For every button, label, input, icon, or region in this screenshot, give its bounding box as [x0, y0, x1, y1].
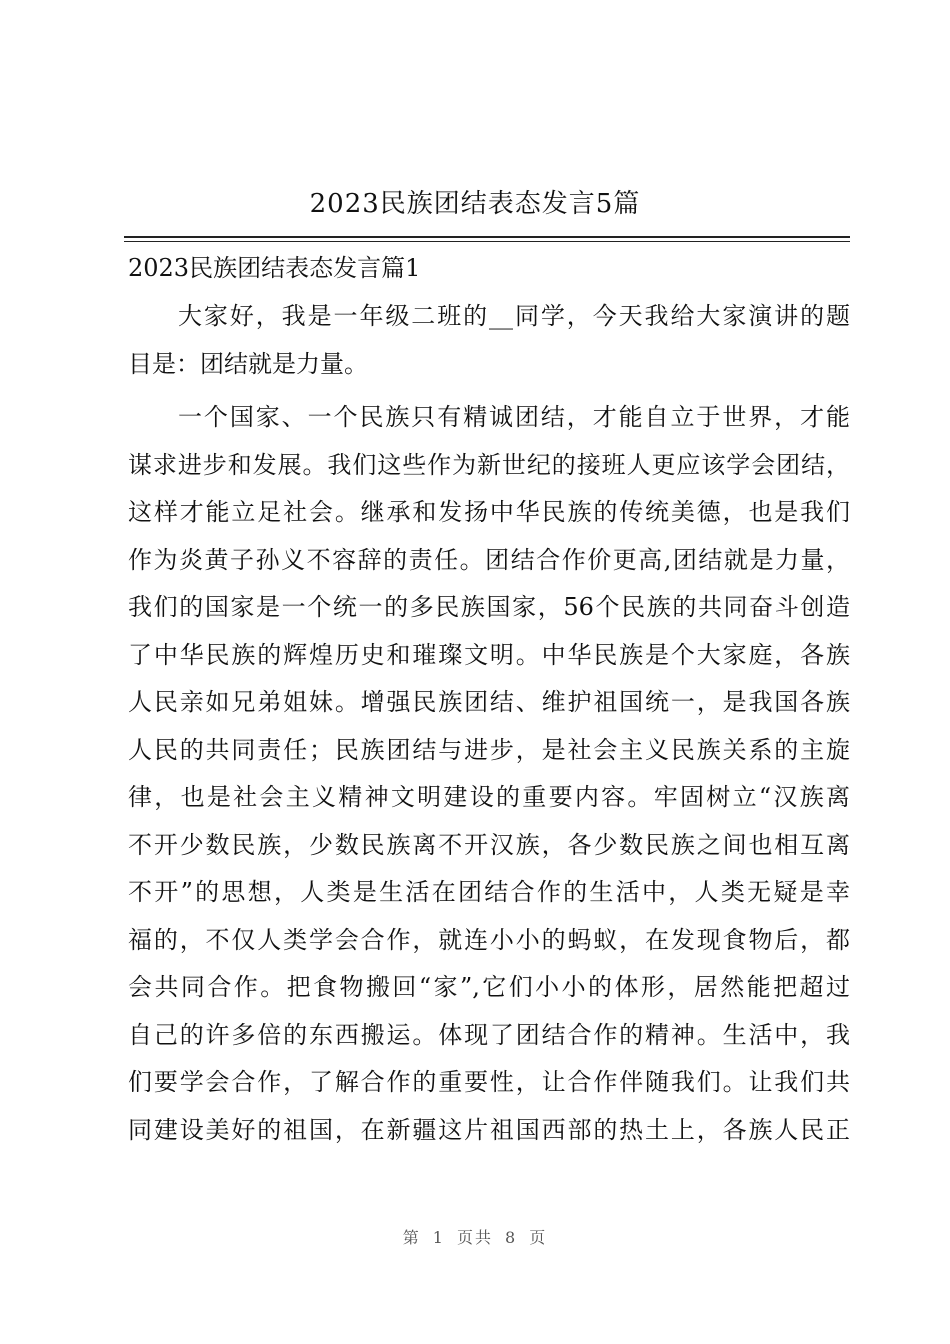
- text-line: 会共同合作。把食物搬回“家”,它们小小的体形，居然能把超过: [128, 973, 850, 1001]
- footer-label-page: 第: [402, 1228, 421, 1247]
- text-line: 大家好，我是一年级二班的__同学，今天我给大家演讲的题: [178, 302, 850, 330]
- footer-current-page: 1: [432, 1228, 445, 1247]
- text-line: 不开少数民族，少数民族离不开汉族，各少数民族之间也相互离: [128, 830, 850, 859]
- footer-label-of: 页共: [456, 1228, 493, 1247]
- text-line: 了中华民族的辉煌历史和璀璨文明。中华民族是个大家庭，各族: [128, 640, 850, 669]
- paragraph-1: [128, 293, 850, 388]
- text-line: 我们的国家是一个统一的多民族国家，56个民族的共同奋斗创造: [128, 593, 850, 621]
- text-line: 这样才能立足社会。继承和发扬中华民族的传统美德，也是我们: [128, 498, 850, 526]
- section-heading: 2023民族团结表态发言篇1: [128, 254, 421, 282]
- text-line: 福的，不仅人类学会合作，就连小小的蚂蚁，在发现食物后，都: [128, 925, 850, 954]
- text-line: 同建设美好的祖国，在新疆这片祖国西部的热土上，各族人民正: [128, 1115, 850, 1144]
- text-line: 人民的共同责任；民族团结与进步，是社会主义民族关系的主旋: [128, 735, 850, 764]
- text-line: 一个国家、一个民族只有精诚团结，才能自立于世界，才能: [178, 403, 850, 431]
- text-line: 作为炎黄子孙义不容辞的责任。团结合作价更高,团结就是力量，: [128, 545, 850, 574]
- title-divider: [124, 236, 850, 242]
- document-title: 2023民族团结表态发言5篇: [309, 189, 641, 219]
- text-line: 不开”的思想，人类是生活在团结合作的生活中，人类无疑是幸: [128, 878, 850, 906]
- text-line: 谋求进步和发展。我们这些作为新世纪的接班人更应该学会团结，: [128, 450, 850, 479]
- text-line: 人民亲如兄弟姐妹。增强民族团结、维护祖国统一，是我国各族: [128, 688, 850, 716]
- text-line: 们要学会合作，了解合作的重要性，让合作伴随我们。让我们共: [128, 1068, 850, 1096]
- page-footer: [0, 1226, 950, 1250]
- text-line: 自己的许多倍的东西搬运。体现了团结合作的精神。生活中，我: [128, 1020, 850, 1049]
- text-line: 目是：团结就是力量。: [128, 349, 368, 378]
- footer-total-pages: 8: [505, 1228, 518, 1247]
- footer-label-pages: 页: [529, 1228, 548, 1247]
- text-line: 律，也是社会主义精神文明建设的重要内容。牢固树立“汉族离: [128, 783, 850, 811]
- paragraph-2: [128, 394, 850, 1154]
- body-text: [128, 293, 850, 1160]
